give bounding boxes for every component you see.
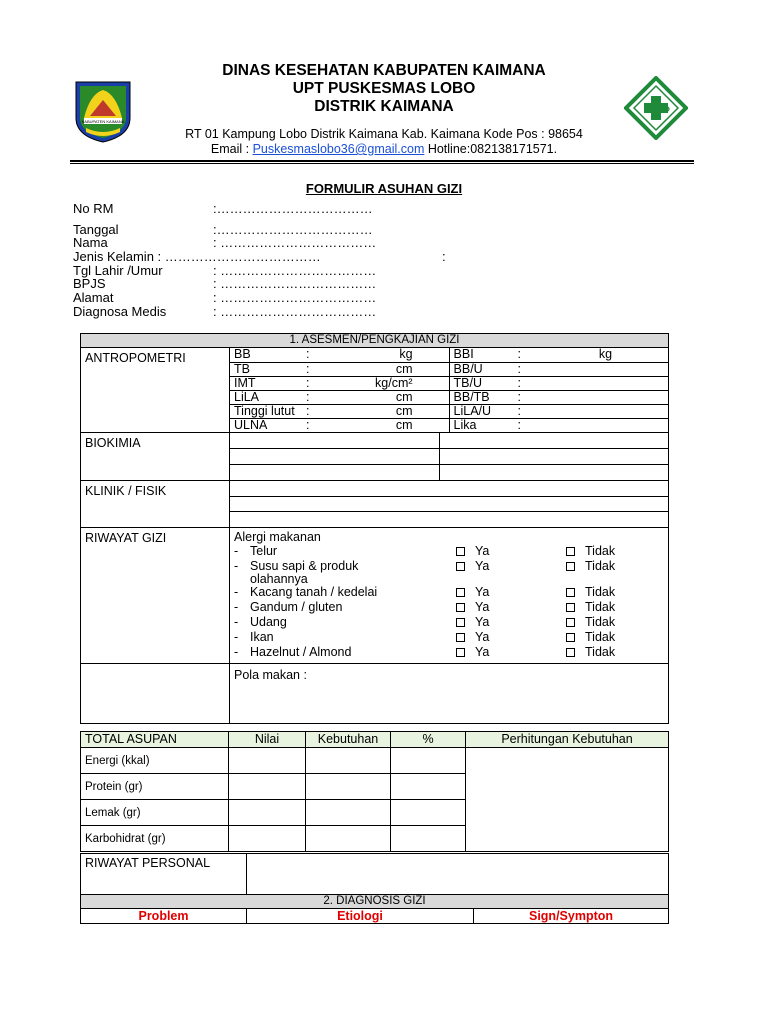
field-label-tgl-lahir: Tgl Lahir /Umur <box>73 263 163 278</box>
field-value-tanggal[interactable]: :……………………………… <box>213 222 373 237</box>
anthro-colon: : <box>517 361 521 376</box>
asupan-row-protein: Protein (gr) <box>81 774 229 800</box>
tidak-option[interactable] <box>566 646 615 659</box>
ya-option[interactable] <box>456 631 489 644</box>
allergen-row <box>234 616 664 631</box>
anthro-right-cell[interactable] <box>449 404 668 418</box>
tidak-option[interactable] <box>566 560 615 573</box>
allergen-name: Hazelnut / Almond <box>250 645 352 659</box>
tidak-option[interactable] <box>566 586 615 599</box>
checkbox-icon[interactable] <box>456 603 465 612</box>
allergen-row <box>234 560 664 586</box>
tidak-label: Tidak <box>585 615 616 629</box>
ya-option[interactable] <box>456 616 489 629</box>
asupan-cell[interactable] <box>391 800 466 826</box>
asupan-cell[interactable] <box>229 800 306 826</box>
asupan-cell[interactable] <box>306 800 391 826</box>
anthro-left-cell[interactable] <box>230 348 449 362</box>
diagnosis-title: 2. DIAGNOSIS GIZI <box>81 895 669 909</box>
riwayat-gizi-area <box>230 528 669 664</box>
anthro-label: BB/U <box>453 361 483 376</box>
field-value-norm[interactable]: :……………………………… <box>213 201 373 216</box>
anthro-colon: : <box>517 389 521 404</box>
checkbox-icon[interactable] <box>566 547 575 556</box>
address-line: RT 01 Kampung Lobo Distrik Kaimana Kab. Kaimana Kode Pos : 98654 <box>185 127 583 141</box>
anthro-row <box>230 404 668 418</box>
contact-line <box>0 142 768 156</box>
pola-makan-cell[interactable] <box>230 664 669 724</box>
biokimia-label: BIOKIMIA <box>81 433 230 481</box>
jenis-kelamin-colon: : <box>442 249 446 264</box>
district-name: DISTRIK KAIMANA <box>314 98 454 115</box>
anthro-label: BB <box>234 347 251 361</box>
ya-label: Ya <box>475 645 490 659</box>
anthro-label: Tinggi lutut <box>234 403 295 418</box>
field-value-tgl-lahir[interactable]: : ……………………………… <box>213 263 377 278</box>
anthro-label: TB <box>234 361 250 376</box>
ya-label: Ya <box>475 544 490 558</box>
diagnosis-col-etiologi: Etiologi <box>247 909 474 924</box>
asupan-cell[interactable] <box>306 826 391 852</box>
field-label-diagnosa: Diagnosa Medis <box>73 304 167 319</box>
anthro-row <box>230 390 668 404</box>
checkbox-icon[interactable] <box>456 618 465 627</box>
anthro-colon: : <box>517 417 521 432</box>
field-label-tanggal: Tanggal <box>73 222 119 237</box>
riwayat-personal-label: RIWAYAT PERSONAL <box>81 854 247 895</box>
pola-makan-empty <box>81 664 230 724</box>
asupan-header-kebutuhan: Kebutuhan <box>306 732 391 748</box>
anthro-label: LiLA/U <box>453 403 492 418</box>
anthro-unit: cm <box>395 403 413 418</box>
biokimia-area[interactable] <box>230 433 669 481</box>
diagnosis-col-sign: Sign/Sympton <box>474 909 669 924</box>
allergen-name: Udang <box>250 615 287 629</box>
anthro-colon: : <box>306 361 310 376</box>
asupan-row-energi: Energi (kkal) <box>81 748 229 774</box>
bullet-dash: - <box>234 615 239 629</box>
tidak-label: Tidak <box>585 600 616 614</box>
anthro-label: BB/TB <box>453 389 490 404</box>
tidak-option[interactable] <box>566 616 615 629</box>
email-link[interactable]: Puskesmaslobo36@gmail.com <box>252 142 425 156</box>
bullet-dash: - <box>234 630 239 644</box>
bullet-dash: - <box>234 559 239 573</box>
perhitungan-kebutuhan-cell[interactable] <box>466 748 669 852</box>
personal-diagnosis-table <box>80 853 669 924</box>
bullet-dash: - <box>234 645 239 659</box>
ya-label: Ya <box>475 585 490 599</box>
asesmen-title: 1. ASESMEN/PENGKAJIAN GIZI <box>81 334 669 348</box>
tidak-label: Tidak <box>585 645 616 659</box>
checkbox-icon[interactable] <box>566 648 575 657</box>
checkbox-icon[interactable] <box>566 588 575 597</box>
checkbox-icon[interactable] <box>566 633 575 642</box>
asupan-cell[interactable] <box>229 826 306 852</box>
ya-label: Ya <box>475 600 490 614</box>
bullet-dash: - <box>234 600 239 614</box>
anthro-unit: kg <box>598 347 613 361</box>
antropometri-label: ANTROPOMETRI <box>81 348 230 433</box>
allergen-row <box>234 631 664 646</box>
klinik-label: KLINIK / FISIK <box>81 481 230 528</box>
allergen-row <box>234 586 664 601</box>
allergen-row <box>234 545 664 560</box>
allergen-name: Susu sapi & produk olahannya <box>250 559 359 586</box>
tidak-label: Tidak <box>585 585 616 599</box>
riwayat-personal-cell[interactable] <box>247 854 669 895</box>
anthro-colon: : <box>306 403 310 418</box>
asupan-cell[interactable] <box>306 774 391 800</box>
asupan-header-persen: % <box>391 732 466 748</box>
ya-label: Ya <box>475 559 490 573</box>
field-value-alamat[interactable]: : ……………………………… <box>213 290 377 305</box>
asupan-table <box>80 731 669 852</box>
anthro-colon: : <box>306 389 310 404</box>
anthro-label: Lika <box>453 417 477 432</box>
field-label-nama: Nama <box>73 235 108 250</box>
anthro-unit: cm <box>395 389 413 404</box>
anthro-row <box>230 348 668 362</box>
allergen-name: Kacang tanah / kedelai <box>250 585 378 599</box>
bullet-dash: - <box>234 585 239 599</box>
antropometri-grid <box>230 348 669 433</box>
field-value-bpjs[interactable]: : ……………………………… <box>213 276 377 291</box>
ya-label: Ya <box>475 615 490 629</box>
checkbox-icon[interactable] <box>456 562 465 571</box>
tidak-option[interactable] <box>566 631 615 644</box>
checkbox-icon[interactable] <box>456 588 465 597</box>
tidak-label: Tidak <box>585 630 616 644</box>
anthro-label: BBI <box>453 347 474 361</box>
asupan-header-nilai: Nilai <box>229 732 306 748</box>
field-label-jenis-kelamin[interactable]: Jenis Kelamin : ……………………………… <box>73 249 321 264</box>
field-value-nama[interactable]: : ……………………………… <box>213 235 377 250</box>
tidak-label: Tidak <box>585 544 616 558</box>
asupan-row-karbohidrat: Karbohidrat (gr) <box>81 826 229 852</box>
klinik-area[interactable] <box>230 481 669 528</box>
email-label: Email : <box>210 142 253 156</box>
anthro-left-cell[interactable] <box>230 404 449 418</box>
ya-option[interactable] <box>456 586 489 599</box>
asupan-header-perhitungan: Perhitungan Kebutuhan <box>466 732 669 748</box>
asupan-header-total: TOTAL ASUPAN <box>81 732 229 748</box>
allergen-name: Gandum / gluten <box>250 600 343 614</box>
anthro-colon: : <box>517 347 521 361</box>
ya-option[interactable] <box>456 545 489 558</box>
allergen-name: Telur <box>250 544 278 558</box>
asupan-cell[interactable] <box>391 748 466 774</box>
anthro-unit: kg <box>399 347 413 361</box>
checkbox-icon[interactable] <box>566 603 575 612</box>
seal-text: KABUPATEN KAIMANA <box>81 119 125 124</box>
anthro-label: IMT <box>234 375 256 390</box>
anthro-row <box>230 362 668 376</box>
tidak-label: Tidak <box>585 559 616 573</box>
checkbox-icon[interactable] <box>456 648 465 657</box>
anthro-label: LiLA <box>234 389 260 404</box>
checkbox-icon[interactable] <box>456 547 465 556</box>
anthro-left-cell[interactable] <box>230 390 449 404</box>
tidak-option[interactable] <box>566 545 615 558</box>
anthro-unit: cm <box>395 417 413 432</box>
anthro-left-cell[interactable] <box>230 362 449 376</box>
anthro-colon: : <box>517 375 521 390</box>
hotline-text: Hotline:082138171571. <box>424 142 558 156</box>
facility-name: UPT PUSKESMAS LOBO <box>292 80 476 97</box>
riwayat-gizi-label: RIWAYAT GIZI <box>81 528 230 664</box>
asesmen-table <box>80 333 669 724</box>
anthro-unit: cm <box>395 361 413 376</box>
anthro-right-cell[interactable] <box>449 418 668 432</box>
tidak-option[interactable] <box>566 601 615 614</box>
field-label-bpjs: BPJS <box>73 276 106 291</box>
anthro-colon: : <box>306 347 310 361</box>
asupan-cell[interactable] <box>391 826 466 852</box>
anthro-colon: : <box>306 375 310 390</box>
anthro-row <box>230 418 668 432</box>
anthro-label: ULNA <box>234 417 268 432</box>
anthro-left-cell[interactable] <box>230 376 449 390</box>
anthro-colon: : <box>306 417 310 432</box>
asupan-cell[interactable] <box>306 748 391 774</box>
allergen-row <box>234 601 664 616</box>
alergi-label: Alergi makanan <box>234 530 321 544</box>
asupan-cell[interactable] <box>229 774 306 800</box>
anthro-right-cell[interactable] <box>449 362 668 376</box>
field-label-norm: No RM <box>73 201 114 216</box>
asupan-row-lemak: Lemak (gr) <box>81 800 229 826</box>
ya-option[interactable] <box>456 560 489 573</box>
checkbox-icon[interactable] <box>566 618 575 627</box>
anthro-unit: kg/cm² <box>375 375 413 390</box>
field-value-diagnosa[interactable]: : ……………………………… <box>213 304 377 319</box>
field-label-alamat: Alamat <box>73 290 114 305</box>
anthro-colon: : <box>517 403 521 418</box>
checkbox-icon[interactable] <box>456 633 465 642</box>
header-divider-thin <box>70 163 694 164</box>
asupan-cell[interactable] <box>391 774 466 800</box>
pola-makan-label: Pola makan : <box>234 668 307 682</box>
ya-label: Ya <box>475 630 490 644</box>
anthro-right-cell[interactable] <box>449 348 668 362</box>
anthro-right-cell[interactable] <box>449 376 668 390</box>
ya-option[interactable] <box>456 646 489 659</box>
checkbox-icon[interactable] <box>566 562 575 571</box>
agency-name: DINAS KESEHATAN KABUPATEN KAIMANA <box>222 62 546 79</box>
header-divider <box>70 160 694 162</box>
bullet-dash: - <box>234 544 239 558</box>
anthro-label: TB/U <box>453 375 482 390</box>
form-title: FORMULIR ASUHAN GIZI <box>305 181 463 196</box>
anthro-left-cell[interactable] <box>230 418 449 432</box>
anthro-right-cell[interactable] <box>449 390 668 404</box>
asupan-cell[interactable] <box>229 748 306 774</box>
anthro-row <box>230 376 668 390</box>
diagnosis-col-problem: Problem <box>81 909 247 924</box>
allergen-name: Ikan <box>250 630 274 644</box>
allergen-row <box>234 646 664 661</box>
ya-option[interactable] <box>456 601 489 614</box>
